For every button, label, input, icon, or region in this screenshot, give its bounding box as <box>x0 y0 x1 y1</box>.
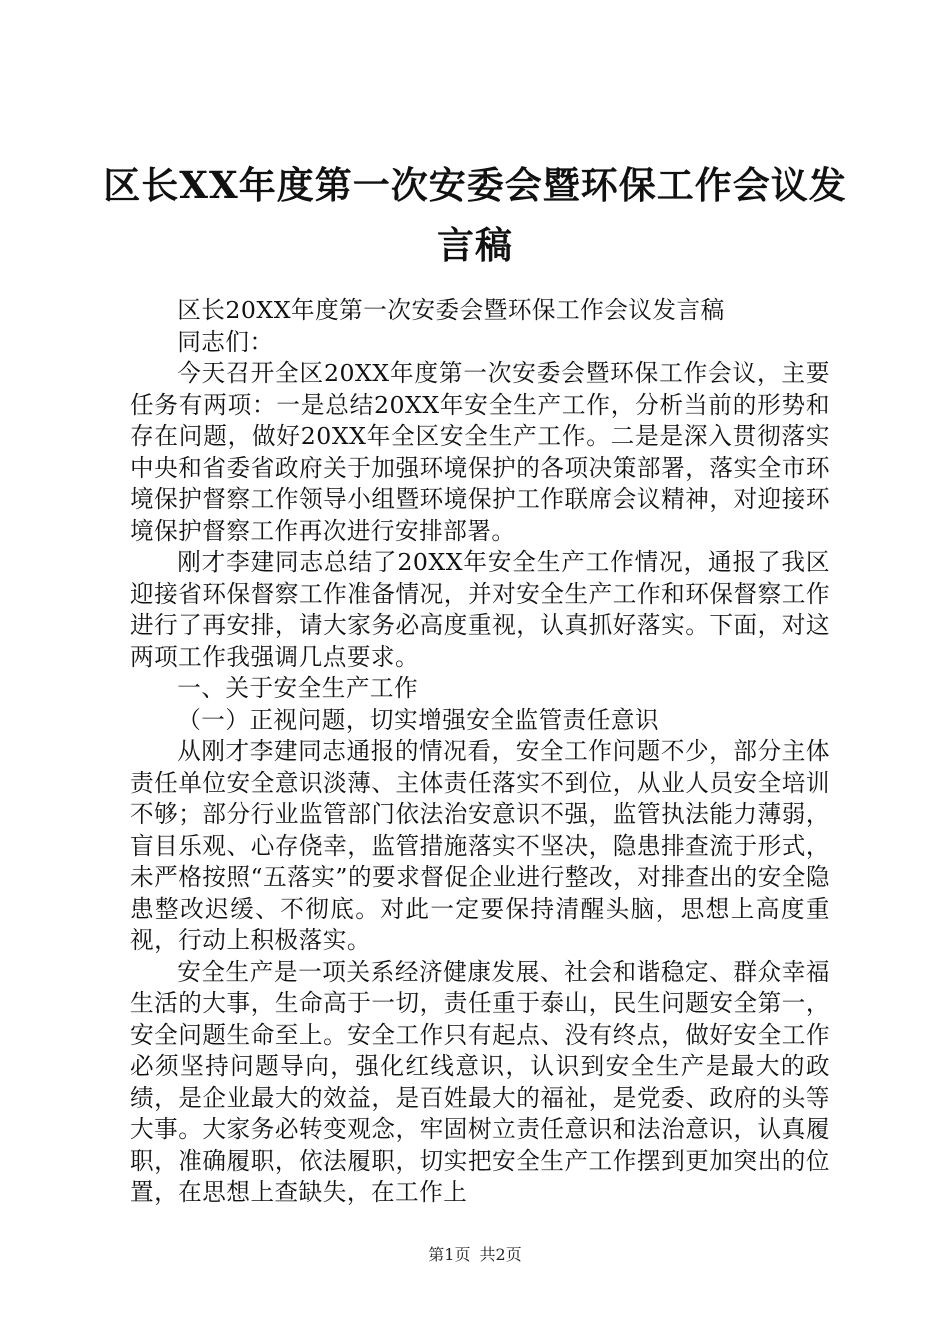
page-number: 第1页 <box>428 1245 471 1264</box>
paragraph: 从刚才李建同志通报的情况看，安全工作问题不少，部分主体责任单位安全意识淡薄、主体责任落实不到位，从业人员安全培训不够；部分行业监管部门依法治安意识不强，监管执法能力薄弱，盲目乐观、心存侥幸，监管措施落实不坚决，隐患排查流于形式，未严格按照“五落实”的要求督促企业进行整改，对排查出的安全隐患整改迟缓、不彻底。对此一定要保持清醒头脑，思想上高度重视，行动上积极落实。 <box>130 737 830 954</box>
page-total: 共2页 <box>479 1245 522 1264</box>
section-heading: 一、关于安全生产工作 <box>177 674 419 702</box>
page-footer <box>0 1244 950 1266</box>
paragraph-salutation: 同志们： <box>177 327 274 356</box>
paragraph-subtitle: 区长20XX年度第一次安委会暨环保工作会议发言稿 <box>177 296 725 324</box>
paragraph: 安全生产是一项关系经济健康发展、社会和谐稳定、群众幸福生活的大事，生命高于一切，责任重于泰山，民生问题安全第一，安全问题生命至上。安全工作只有起点、没有终点，做好安全工作必须坚持问题导向，强化红线意识，认识到安全生产是最大的政绩，是企业最大的效益，是百姓最大的福祉，是党委、政府的头等大事。大家务必转变观念，牢固树立责任意识和法治意识，认真履职，准确履职，依法履职，切实把安全生产工作摆到更加突出的位置，在思想上查缺失，在工作上 <box>130 957 830 1206</box>
paragraph: 刚才李建同志总结了20XX年安全生产工作情况，通报了我区迎接省环保督察工作准备情况，并对安全生产工作和环保督察工作进行了再安排，请大家务必高度重视，认真抓好落实。下面，对这两项工作我强调几点要求。 <box>130 548 830 671</box>
document-title: 区长XX年度第一次安委会暨环保工作会议发言稿 <box>103 163 847 267</box>
document-body <box>130 295 830 1209</box>
paragraph: 今天召开全区20XX年度第一次安委会暨环保工作会议，主要任务有两项：一是总结20XX年安全生产工作，分析当前的形势和存在问题，做好20XX年全区安全生产工作。二是是深入贯彻落实中央和省委省政府关于加强环境保护的各项决策部署，落实全市环境保护督察工作领导小组暨环境保护工作联席会议精神，对迎接环境保护督察工作再次进行安排部署。 <box>130 359 830 545</box>
subsection-heading: （一）正视问题，切实增强安全监管责任意识 <box>177 705 660 734</box>
